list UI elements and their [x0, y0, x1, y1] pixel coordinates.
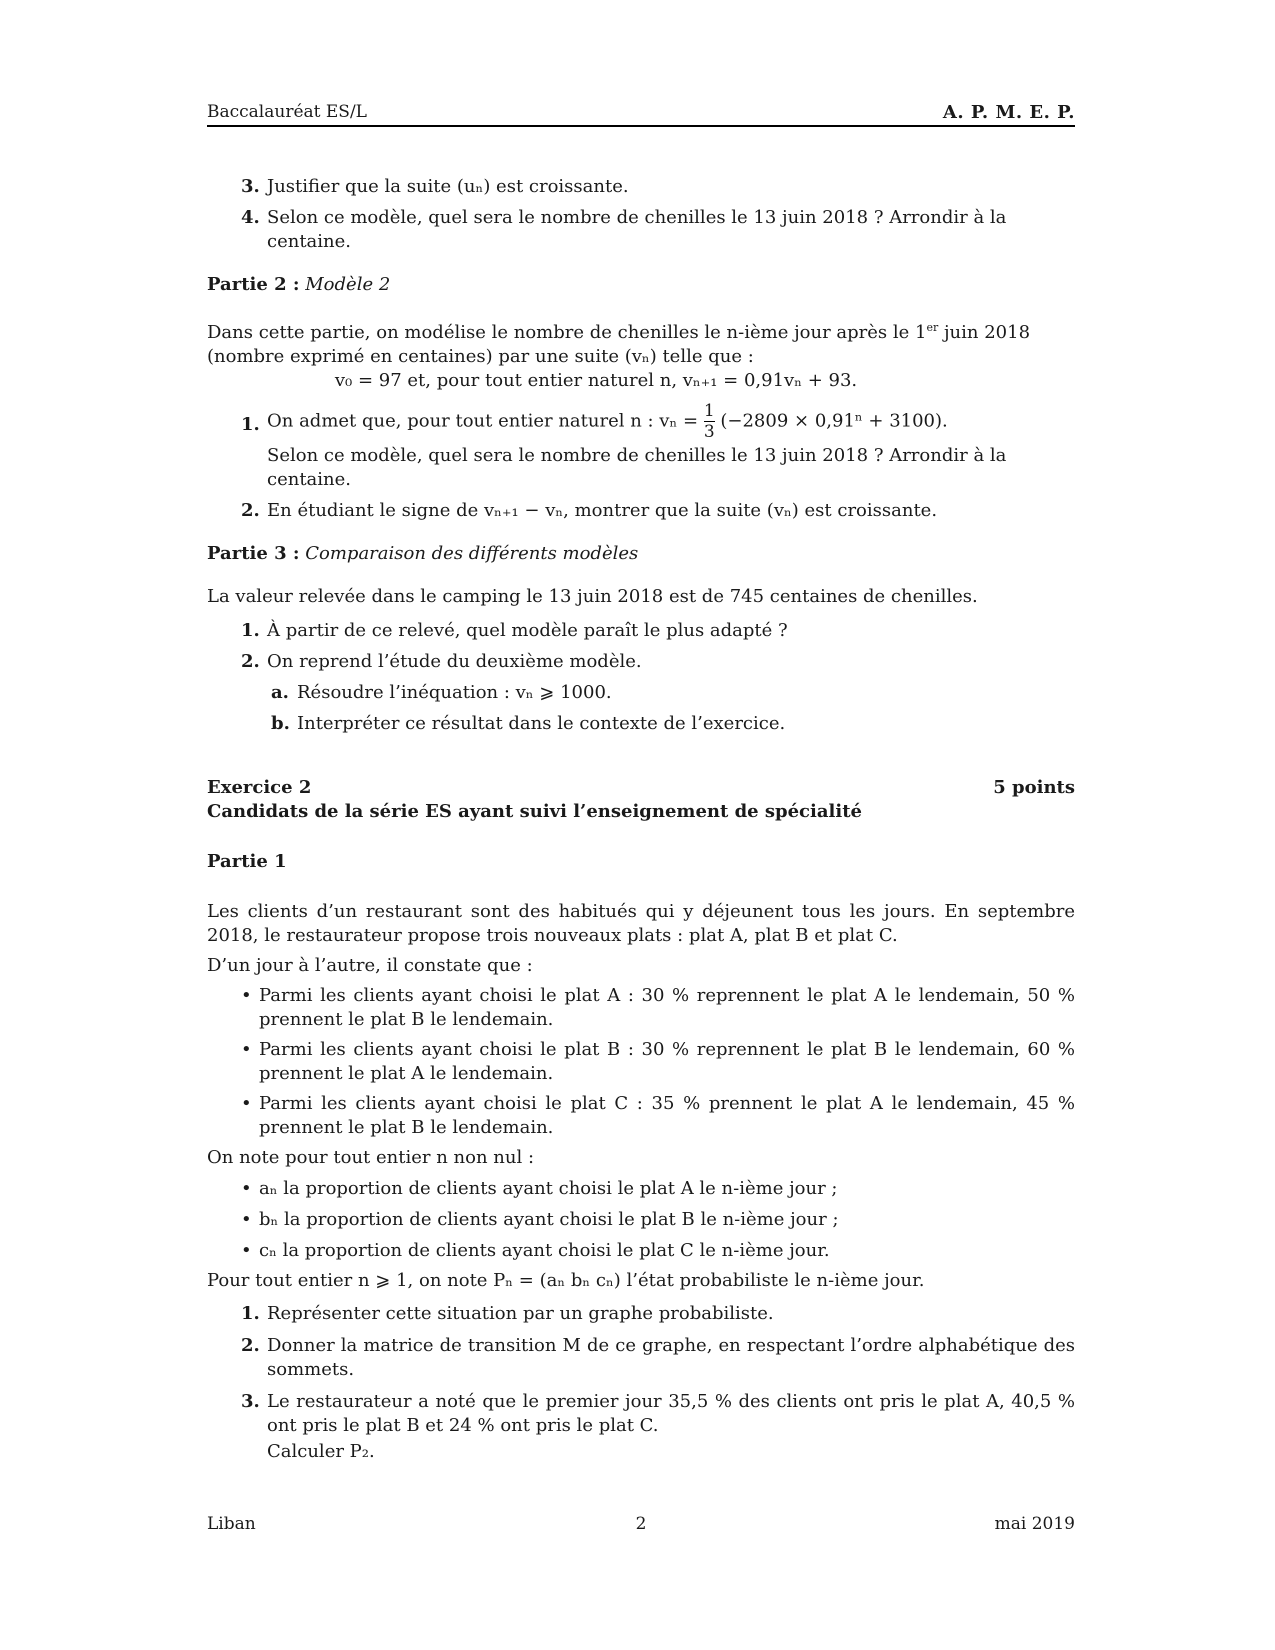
question-item: [207, 619, 1075, 643]
bullet-text: Parmi les clients ayant choisi le plat C : 35 % prennent le plat A le lendemain, 45 % prennent le plat B le lendemain.: [259, 1093, 1075, 1138]
question-followup: Calculer P₂.: [267, 1441, 375, 1462]
bullet-dot: •: [241, 1178, 252, 1199]
question-item: [207, 499, 1075, 523]
part3-heading: [207, 542, 1075, 566]
part2-intro: [207, 316, 1075, 369]
question-number: 1.: [241, 414, 260, 435]
exercise2-title: Exercice 2: [207, 777, 312, 798]
bullet-text: cₙ la proportion de clients ayant choisi le plat C le n-ième jour.: [259, 1240, 830, 1261]
question-item: [207, 206, 1075, 254]
question-item: [207, 1334, 1075, 1382]
exercise2-state: Pour tout entier n ⩾ 1, on note Pₙ = (aₙ bₙ cₙ) l’état probabiliste le n-ième jour.: [207, 1270, 925, 1291]
question-text: On reprend l’étude du deuxième modèle.: [267, 651, 642, 672]
bullet-text: Parmi les clients ayant choisi le plat B : 30 % reprennent le plat B le lendemain, 60 % prennent le plat A le lendemain.: [259, 1039, 1075, 1084]
bullet-dot: •: [241, 1039, 252, 1060]
question-number: 1.: [241, 1303, 260, 1324]
question-text: En étudiant le signe de vₙ₊₁ − vₙ, montrer que la suite (vₙ) est croissante.: [267, 500, 938, 521]
page-footer: [207, 1514, 1075, 1536]
fraction-numerator: 1: [703, 401, 715, 421]
header-rule: [207, 125, 1075, 127]
footer-left: Liban: [207, 1514, 256, 1534]
exercise2-title-row: [207, 776, 1075, 800]
bullet-dot: •: [241, 985, 252, 1006]
question-text: On admet que, pour tout entier naturel n : vₙ =: [267, 410, 699, 432]
sub-question-item: [207, 681, 1075, 705]
question-number: 2.: [241, 1335, 260, 1356]
bullet-item: [207, 984, 1075, 1032]
part3-label: Partie 3 :: [207, 543, 300, 564]
fraction: [704, 401, 715, 442]
question-text: Selon ce modèle, quel sera le nombre de chenilles le 13 juin 2018 ? Arrondir à la centaine.: [267, 207, 1007, 252]
part2-heading: [207, 273, 1075, 297]
page-content: [207, 175, 1075, 1464]
part2-label: Partie 2 :: [207, 274, 300, 295]
question-text: Le restaurateur a noté que le premier jour 35,5 % des clients ont pris le plat A, 40,5 % ont pris le plat B et 24 % ont pris le plat C.: [267, 1391, 1075, 1436]
sub-question-text: Interpréter ce résultat dans le contexte de l’exercice.: [297, 713, 786, 734]
question-number: 3.: [241, 176, 260, 197]
exercise2-note: On note pour tout entier n non nul :: [207, 1147, 535, 1168]
bullet-item: [207, 1208, 1075, 1232]
page-number: 2: [635, 1514, 647, 1534]
bullet-text: Parmi les clients ayant choisi le plat A : 30 % reprennent le plat A le lendemain, 50 % prennent le plat B le lendemain.: [259, 985, 1075, 1030]
bullet-dot: •: [241, 1240, 252, 1261]
part2-title: Modèle 2: [305, 274, 391, 295]
part2-intro-b: juin 2018 (nombre exprimé en centaines) par une suite (vₙ) telle que :: [207, 322, 1031, 367]
question-number: 4.: [241, 207, 260, 228]
bullet-dot: •: [241, 1209, 252, 1230]
header-left: Baccalauréat ES/L: [207, 102, 367, 122]
page-header: [207, 102, 1075, 124]
sub-question-item: [207, 712, 1075, 736]
footer-right: mai 2019: [994, 1514, 1075, 1534]
part2-intro-sup: er: [926, 321, 939, 334]
question-text: À partir de ce relevé, quel modèle paraît le plus adapté ?: [267, 620, 788, 641]
question-item: [207, 1302, 1075, 1326]
exercise2-points: 5 points: [993, 777, 1075, 798]
header-right: A. P. M. E. P.: [942, 102, 1075, 123]
question-item: [207, 650, 1075, 674]
bullet-text: aₙ la proportion de clients ayant choisi le plat A le n-ième jour ;: [259, 1178, 838, 1199]
part3-intro: La valeur relevée dans le camping le 13 juin 2018 est de 745 centaines de chenilles.: [207, 586, 978, 607]
exercise2-constate: D’un jour à l’autre, il constate que :: [207, 955, 533, 976]
question-text: (−2809 × 0,91ⁿ + 3100).: [720, 410, 948, 432]
sub-question-text: Résoudre l’inéquation : vₙ ⩾ 1000.: [297, 682, 612, 703]
bullet-text: bₙ la proportion de clients ayant choisi le plat B le n-ième jour ;: [259, 1209, 839, 1230]
part3-title: Comparaison des différents modèles: [305, 543, 639, 564]
part2-intro-a: Dans cette partie, on modélise le nombre de chenilles le n-ième jour après le 1: [207, 322, 927, 343]
question-item: [207, 1390, 1075, 1464]
question-number: 3.: [241, 1391, 260, 1412]
question-number: 2.: [241, 651, 260, 672]
question-text: Représenter cette situation par un graphe probabiliste.: [267, 1303, 774, 1324]
exercise2-part-label: Partie 1: [207, 851, 287, 872]
bullet-item: [207, 1038, 1075, 1086]
sub-question-letter: b.: [271, 713, 290, 734]
question-item: [207, 401, 1075, 492]
exercise2-intro: Les clients d’un restaurant sont des habitués qui y déjeunent tous les jours. En septembre 2018, le restaurateur propose trois nouveaux plats : plat A, plat B et plat C.: [207, 901, 1075, 946]
question-item: [207, 175, 1075, 199]
exercise2-subtitle: Candidats de la série ES ayant suivi l’enseignement de spécialité: [207, 801, 862, 822]
question-number: 1.: [241, 620, 260, 641]
bullet-item: [207, 1239, 1075, 1263]
fraction-denominator: 3: [703, 422, 715, 442]
part2-formula: v₀ = 97 et, pour tout entier naturel n, vₙ₊₁ = 0,91vₙ + 93.: [334, 370, 858, 391]
bullet-item: [207, 1092, 1075, 1140]
question-number: 2.: [241, 500, 260, 521]
question-text: Selon ce modèle, quel sera le nombre de chenilles le 13 juin 2018 ? Arrondir à la centaine.: [267, 445, 1007, 490]
bullet-dot: •: [241, 1093, 252, 1114]
bullet-item: [207, 1177, 1075, 1201]
question-text: Justifier que la suite (uₙ) est croissante.: [267, 176, 629, 197]
sub-question-letter: a.: [271, 682, 289, 703]
question-text: Donner la matrice de transition M de ce graphe, en respectant l’ordre alphabétique des sommets.: [267, 1335, 1075, 1380]
